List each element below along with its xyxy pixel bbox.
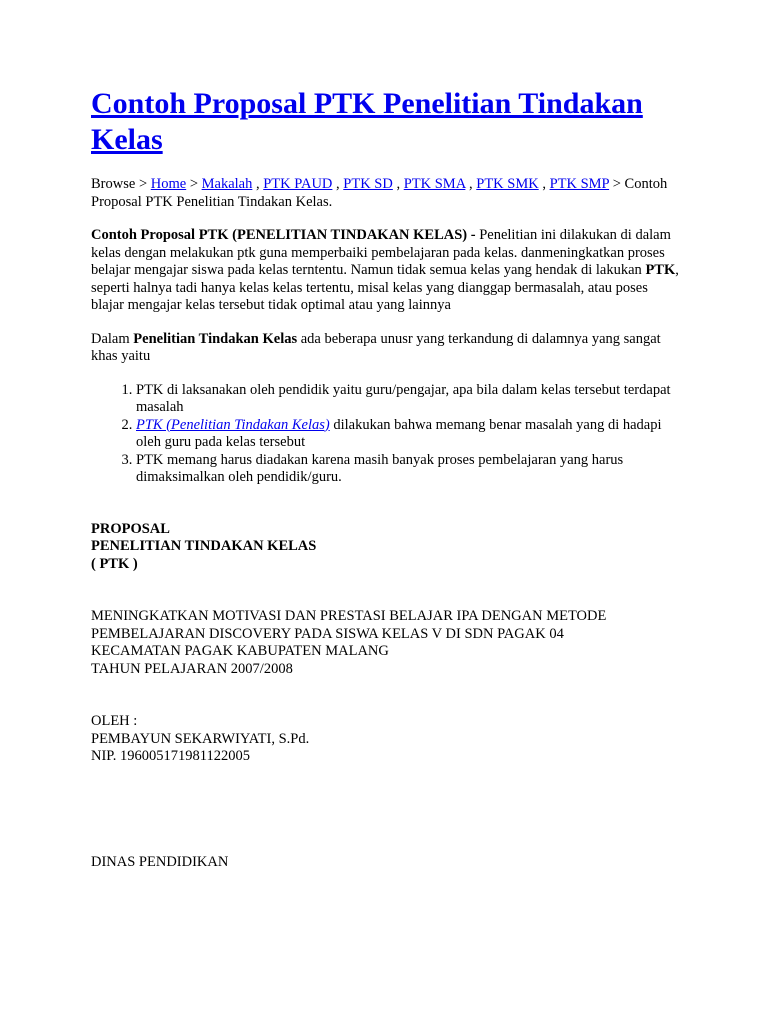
list-item-text: dilakukan bahwa memang benar masalah yang di hadapi oleh guru pada kelas tersebut — [136, 416, 662, 450]
breadcrumb-link-ptk-smp[interactable]: PTK SMP — [549, 176, 610, 192]
list-item — [136, 452, 681, 487]
page-title — [91, 86, 681, 158]
breadcrumb-separator: > — [189, 176, 198, 192]
second-paragraph — [91, 331, 681, 366]
second-pre: Dalam — [91, 330, 134, 347]
proposal-line: PROPOSAL — [91, 520, 170, 537]
author-name: PEMBAYUN SEKARWIYATI, S.Pd. — [91, 730, 310, 747]
breadcrumb-link-ptk-sma[interactable]: PTK SMA — [403, 176, 466, 192]
second-post: ada beberapa unusr yang terkandung di dalamnya yang sangat khas yaitu — [91, 330, 661, 364]
subject-line: KECAMATAN PAGAK KABUPATEN MALANG — [91, 643, 389, 659]
proposal-heading — [91, 521, 681, 574]
breadcrumb-link-makalah[interactable]: Makalah — [201, 176, 253, 192]
intro-bold: Contoh Proposal PTK (PENELITIAN TINDAKAN KELAS) - — [91, 227, 476, 243]
list-item-text: PTK di laksanakan oleh pendidik yaitu guru/pengajar, apa bila dalam kelas tersebut terdapat masalah — [136, 381, 671, 415]
document-page — [91, 86, 681, 871]
intro-paragraph — [91, 227, 681, 315]
list-item-text: PTK memang harus diadakan karena masih banyak proses pembelajaran yang harus dimaksimalkan oleh pendidik/guru. — [136, 451, 624, 485]
spacer — [91, 678, 681, 713]
spacer — [91, 573, 681, 608]
second-bold: Penelitian Tindakan Kelas — [133, 330, 298, 347]
subject-line: TAHUN PELAJARAN 2007/2008 — [91, 660, 293, 677]
breadcrumb-link-ptk-smk[interactable]: PTK SMK — [476, 176, 539, 192]
intro-bold-ptk: PTK — [645, 262, 676, 278]
proposal-line: ( PTK ) — [91, 555, 138, 572]
breadcrumb-separator: > — [612, 176, 621, 192]
footer-agency — [91, 854, 681, 872]
subject-line: MENINGKATKAN MOTIVASI DAN PRESTASI BELAJAR IPA DENGAN METODE — [91, 608, 607, 624]
breadcrumb-home-link[interactable]: Home — [150, 176, 187, 192]
subject-line: PEMBELAJARAN DISCOVERY PADA SISWA KELAS V DI SDN PAGAK 04 — [91, 625, 564, 642]
author-block — [91, 713, 681, 766]
title-link[interactable]: Contoh Proposal PTK Penelitian Tindakan Kelas — [91, 87, 643, 156]
author-label: OLEH : — [91, 713, 138, 729]
breadcrumb-separator: > — [138, 176, 148, 192]
author-nip: NIP. 196005171981122005 — [91, 748, 250, 764]
list-item — [136, 417, 681, 452]
breadcrumb-link-ptk-paud[interactable]: PTK PAUD — [263, 176, 333, 192]
characteristics-list — [91, 382, 681, 487]
intro-text-cont: , seperti halnya tadi hanya kelas kelas tertentu, misal kelas yang dianggap bermasalah, atau poses blajar mengajar kelas tersebut tidak optimal atau yang lainnya — [91, 262, 679, 313]
list-item — [136, 382, 681, 417]
ptk-link[interactable]: PTK (Penelitian Tindakan Kelas) — [136, 416, 330, 433]
agency-text: DINAS PENDIDIKAN — [91, 853, 229, 870]
spacer — [91, 766, 681, 854]
subject-block — [91, 608, 681, 678]
proposal-line: PENELITIAN TINDAKAN KELAS — [91, 538, 317, 554]
intro-text: Penelitian ini dilakukan di dalam kelas dengan melakukan ptk guna memperbaiki pembelajaran pada kelas. danmeningkatkan proses belajar mengajar siswa pada kelas terntentu. Namun tidak semua kelas yang hendak di lakukan — [91, 227, 671, 278]
breadcrumb-link-ptk-sd[interactable]: PTK SD — [343, 176, 393, 192]
breadcrumb-prefix: Browse — [91, 176, 136, 192]
breadcrumb: Browse > Home > Makalah , PTK PAUD , PTK SD , PTK SMA , PTK SMK , PTK SMP > Contoh Proposal PTK Penelitian Tindakan Kelas. — [91, 176, 668, 210]
breadcrumb-current: Contoh Proposal PTK Penelitian Tindakan Kelas. — [91, 176, 668, 210]
